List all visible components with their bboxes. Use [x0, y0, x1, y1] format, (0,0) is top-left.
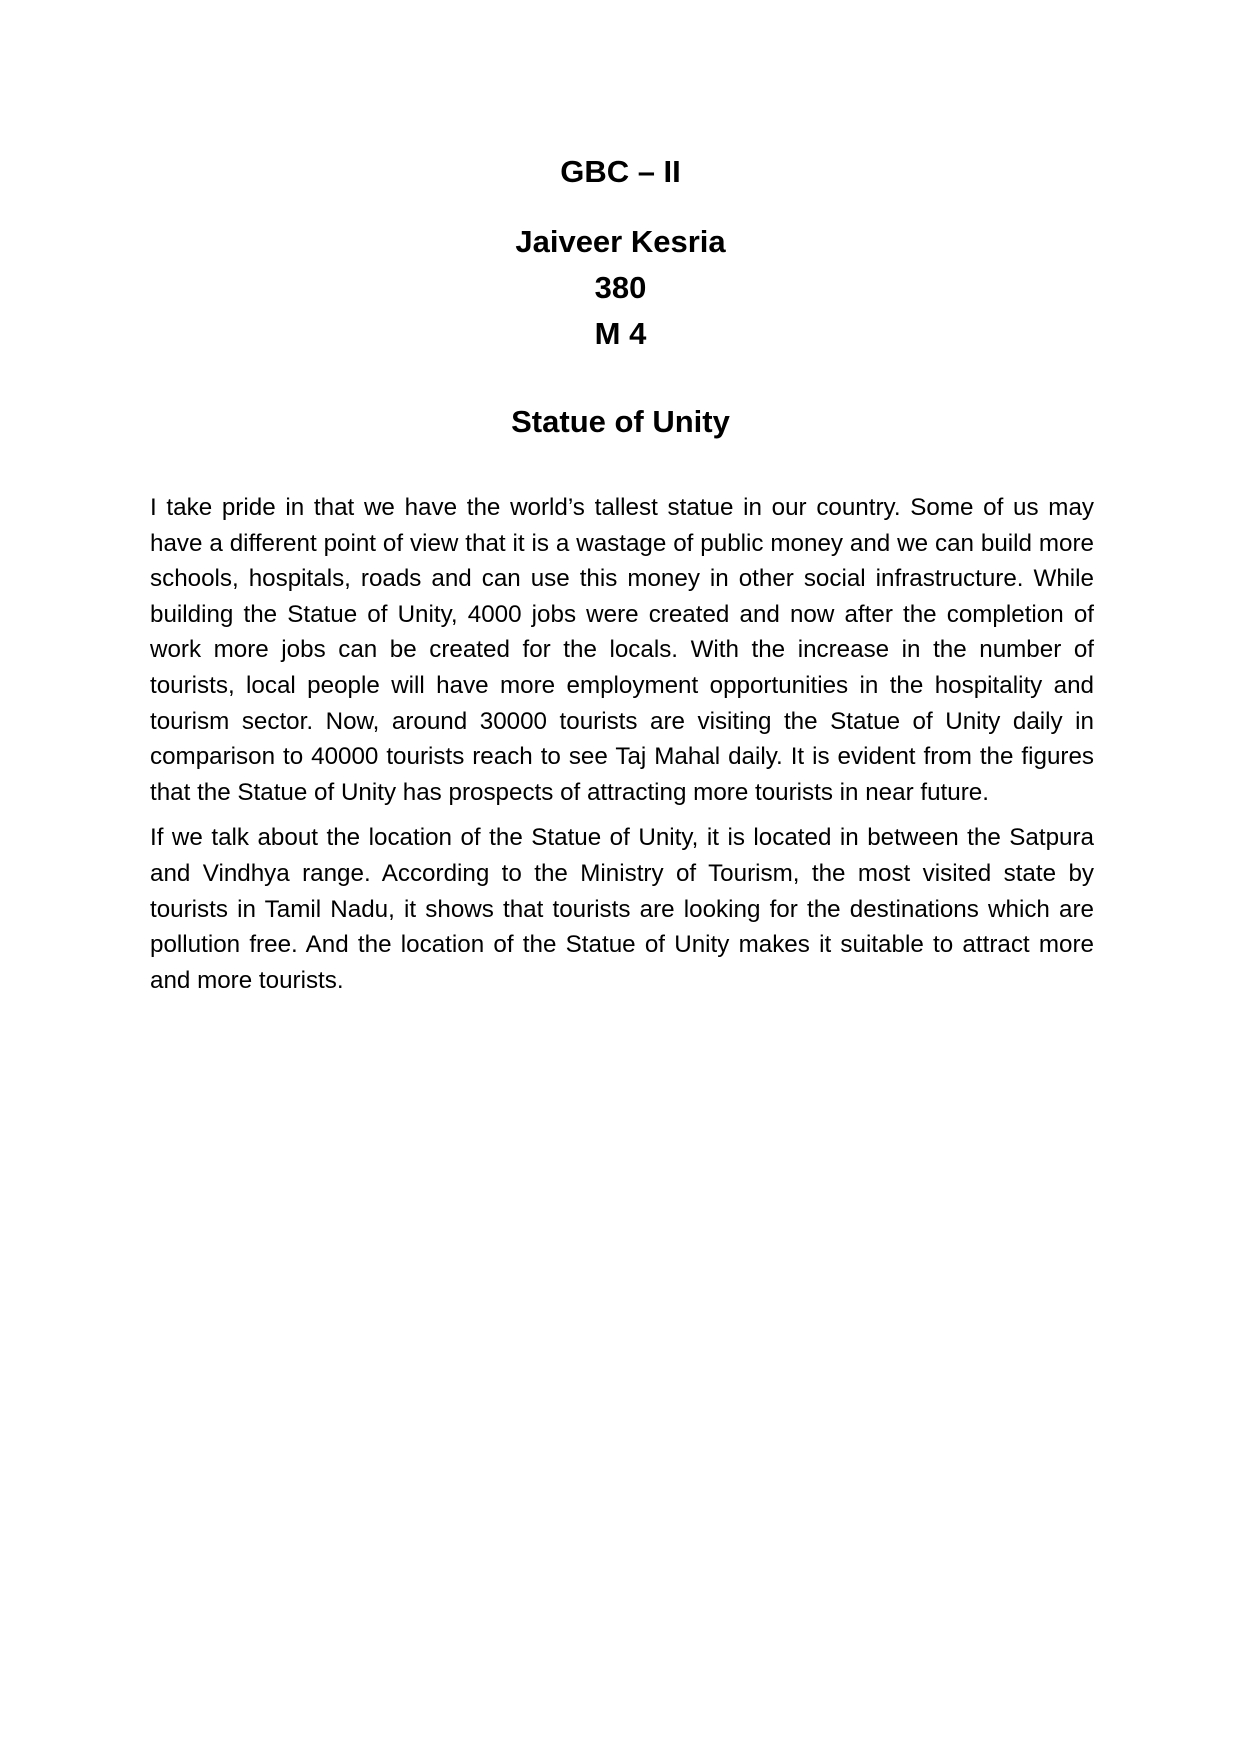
- roll-number: 380: [594, 270, 647, 305]
- essay-body: [150, 490, 1094, 998]
- author-details: [0, 219, 1241, 357]
- document-title: Statue of Unity: [511, 404, 730, 439]
- paragraph-2: If we talk about the location of the Statue of Unity, it is located in between the Satpura and Vindhya range. According to the Ministry of Tourism, the most visited state by tourists in Tamil Nadu, it shows that tourists are looking for the destinations which are pollution free. And the location of the Statue of Unity makes it suitable to attract more and more tourists.: [150, 824, 1094, 994]
- paragraph-1: I take pride in that we have the world’s tallest statue in our country. Some of us may have a different point of view that it is a wastage of public money and we can build more schools, hospitals, roads and can use this money in other social infrastructure. While building the Statue of Unity, 4000 jobs were created and now after the completion of work more jobs can be created for the locals. With the increase in the number of tourists, local people will have more employment opportunities in the hospitality and tourism sector. Now, around 30000 tourists are visiting the Statue of Unity daily in comparison to 40000 tourists reach to see Taj Mahal daily. It is evident from the figures that the Statue of Unity has prospects of attracting more tourists in near future.: [150, 494, 1094, 806]
- course-heading: GBC – II: [560, 154, 681, 189]
- author-name: Jaiveer Kesria: [515, 224, 726, 259]
- section-label: M 4: [594, 316, 647, 351]
